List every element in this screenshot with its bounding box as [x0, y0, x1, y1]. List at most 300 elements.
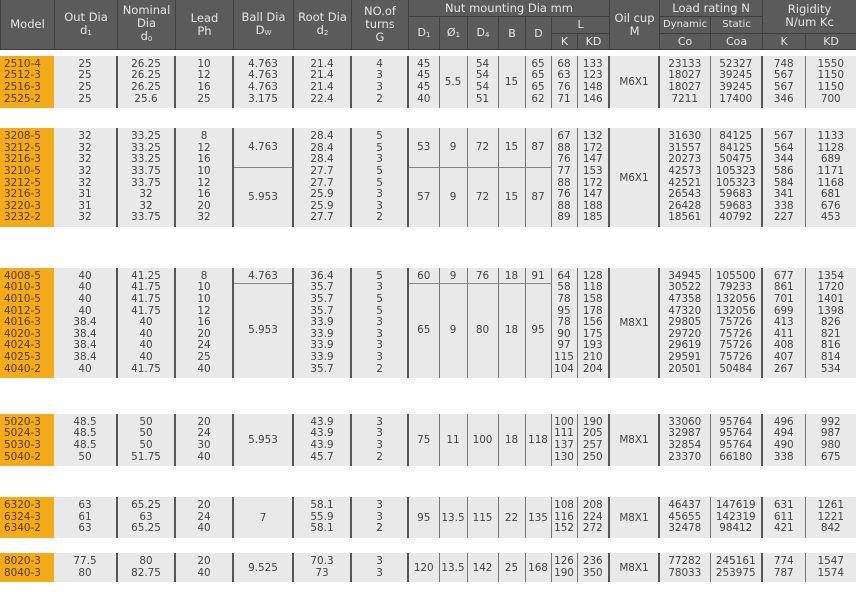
lead-list [176, 500, 232, 535]
header-turns: NO.of turns G [352, 0, 409, 50]
cell-value: 48.5 [73, 427, 97, 440]
table-cell [762, 56, 805, 108]
cell-value: 153 [582, 164, 603, 177]
nut-d1: 75 [408, 414, 439, 466]
rigidity-kd-list [806, 59, 856, 105]
cell-value: 3 [376, 327, 383, 340]
cell-value: 58.1 [310, 499, 334, 512]
cell-value: 132056 [715, 293, 756, 306]
cell-value: 188 [582, 199, 603, 212]
cell-value: 46437 [668, 499, 702, 512]
cell-value: 6324-3 [4, 510, 41, 523]
cell-value: 76 [557, 153, 571, 166]
cell-value: 76 [557, 188, 571, 201]
cell-value: 73 [315, 566, 329, 579]
cell-value: 17400 [719, 92, 753, 105]
header-d1: $D_1$ [409, 17, 440, 50]
table-cell [408, 128, 439, 227]
cell-value: 95764 [719, 439, 753, 451]
cell-value: 1168 [817, 176, 844, 189]
cell-value: 3210-5 [4, 164, 41, 177]
cell-value: 4012-5 [4, 304, 41, 317]
cell-value: 50484 [719, 362, 753, 375]
oil-cup: M8X1 [609, 553, 659, 582]
cell-value: 490 [773, 439, 794, 451]
table-cell [54, 128, 117, 227]
cell-value: 172 [582, 176, 603, 189]
cell-value: 12 [197, 176, 211, 189]
cell-value: 133 [582, 57, 603, 70]
header-l: L [552, 17, 610, 34]
cell-value: 611 [773, 510, 794, 523]
table-cell [439, 268, 467, 378]
cell-value: 4040-2 [4, 362, 41, 375]
cell-value: 24 [197, 427, 211, 440]
cell-value: 190 [554, 566, 574, 579]
cell-value: 23133 [668, 57, 702, 70]
nut-b: 15 [498, 56, 525, 108]
dynamic-co-list [660, 500, 710, 535]
cell-value: 700 [820, 92, 841, 105]
cell-value: 33.9 [310, 339, 334, 352]
header-coa: Coa [711, 33, 763, 50]
nominal-dia-list [118, 271, 174, 375]
out-dia-list [54, 271, 116, 375]
cell-value: 3216-3 [4, 188, 41, 201]
cell-value: 43.9 [310, 415, 334, 428]
cell-value: 842 [820, 522, 841, 535]
l-kd-list [578, 59, 609, 105]
table-cell [710, 128, 762, 227]
cell-value: 4.763 [248, 81, 278, 93]
model-list [4, 556, 54, 579]
cell-value: 82.75 [131, 566, 161, 579]
dynamic-co-list [660, 59, 710, 105]
header-l-kd: KD [578, 33, 610, 50]
cell-value: 3 [376, 566, 383, 579]
cell-value: 95 [557, 304, 571, 317]
table-cell [710, 56, 762, 108]
cell-value: 338 [773, 450, 794, 463]
cell-value: 47358 [668, 293, 702, 306]
cell-value: 95764 [719, 427, 753, 440]
header-rigidity: Rigidity N/um Kc [763, 0, 856, 33]
cell-value: 20 [197, 415, 211, 428]
nut-d4: 115 [467, 497, 498, 538]
table-cell [117, 56, 175, 108]
cell-value: 45.7 [310, 450, 334, 463]
nut-o1: 13.5 [439, 497, 467, 538]
cell-value: 42521 [668, 176, 702, 189]
cell-value: 40 [139, 350, 153, 363]
table-cell [762, 128, 805, 227]
cell-value: 4008-5 [4, 269, 41, 282]
table-cell [293, 414, 351, 466]
cell-value: 111 [554, 427, 574, 440]
spec-group [0, 268, 856, 378]
table-cell [351, 414, 408, 466]
cell-value: 40 [78, 281, 92, 294]
ball-dia-list [234, 59, 292, 105]
nut-d: 135 [525, 497, 551, 538]
cell-value: 54 [475, 81, 490, 93]
cell-value: 63 [557, 69, 571, 82]
table-cell [54, 268, 117, 378]
header-ball-dia: Ball Dia $D_W$ [234, 0, 294, 50]
cell-value: 6340-2 [4, 522, 41, 535]
cell-value: 584 [773, 176, 794, 189]
cell-value: 20 [197, 554, 211, 567]
nut-d-a: 87 [526, 129, 551, 168]
cell-value: 4024-3 [4, 339, 41, 352]
table-cell [577, 128, 609, 227]
table-cell [408, 268, 439, 378]
cell-value: 814 [820, 350, 841, 363]
out-dia-list [54, 417, 116, 463]
cell-value: 32 [78, 153, 92, 166]
cell-value: 3 [376, 81, 383, 93]
cell-value: 50 [139, 415, 153, 428]
static-coa-list [711, 59, 762, 105]
header-rigidity-kd: KD [806, 33, 856, 50]
cell-value: 59683 [719, 199, 753, 212]
l-k-list [552, 131, 577, 224]
cell-value: 75726 [719, 350, 753, 363]
ball-dia-b: 5.953 [248, 324, 278, 337]
cell-value: 1261 [817, 499, 844, 512]
table-cell [351, 553, 408, 582]
cell-value: 992 [820, 415, 841, 428]
cell-value: 5 [376, 164, 383, 177]
turns-list [352, 271, 407, 375]
cell-value: 24 [197, 339, 211, 352]
cell-value: 41.25 [131, 269, 161, 282]
cell-value: 35.7 [310, 304, 334, 317]
table-cell [351, 268, 408, 378]
nut-b: 25 [498, 553, 525, 582]
cell-value: 108 [554, 499, 574, 512]
cell-value: 2 [376, 362, 383, 375]
cell-value: 2510-4 [4, 57, 41, 70]
dynamic-co-list [660, 271, 710, 375]
cell-value: 1221 [817, 510, 844, 523]
cell-value: 32 [78, 141, 92, 154]
cell-value: 250 [582, 450, 603, 463]
nut-d: 118 [525, 414, 551, 466]
cell-value: 5 [376, 269, 383, 282]
cell-value: 116 [554, 510, 574, 523]
cell-value: 1547 [817, 554, 844, 567]
cell-value: 1401 [817, 293, 844, 306]
table-header [0, 0, 856, 50]
cell-value: 4025-3 [4, 350, 41, 363]
table-cell [710, 497, 762, 538]
cell-value: 3 [376, 415, 383, 428]
header-root-dia: Root Dia $d_2$ [294, 0, 352, 50]
cell-value: 681 [820, 188, 841, 201]
cell-value: 16 [197, 188, 211, 201]
cell-value: 210 [582, 350, 603, 363]
table-cell [54, 553, 117, 582]
cell-value: 30 [197, 439, 211, 451]
cell-value: 35.7 [310, 293, 334, 306]
cell-value: 421 [773, 522, 794, 535]
cell-value: 158 [582, 293, 603, 306]
cell-value: 3 [376, 339, 383, 352]
cell-value: 147 [582, 153, 603, 166]
cell-value: 407 [773, 350, 794, 363]
cell-value: 31 [78, 199, 92, 212]
cell-value: 18561 [668, 211, 702, 224]
cell-value: 32 [78, 211, 92, 224]
cell-value: 68 [557, 57, 571, 70]
cell-value: 2 [376, 522, 383, 535]
cell-value: 32478 [668, 522, 702, 535]
table-cell [577, 268, 609, 378]
table-cell [551, 553, 577, 582]
header-model: Model [1, 0, 55, 50]
cell-value: 748 [773, 57, 794, 70]
cell-value: 63 [139, 510, 153, 523]
cell-value: 5040-2 [4, 450, 41, 463]
cell-value: 33.25 [131, 141, 161, 154]
cell-value: 156 [582, 316, 603, 329]
cell-value: 2 [376, 211, 383, 224]
cell-value: 33.9 [310, 316, 334, 329]
cell-value: 204 [582, 362, 603, 375]
table-cell [408, 56, 439, 108]
oil-cup: M8X1 [609, 268, 659, 378]
cell-value: 90 [557, 327, 571, 340]
cell-value: 88 [557, 199, 571, 212]
cell-value: 29591 [668, 350, 702, 363]
cell-value: 32 [139, 199, 153, 212]
cell-value: 62 [531, 92, 545, 105]
cell-value: 253975 [715, 566, 756, 579]
cell-value: 32 [139, 188, 153, 201]
cell-value: 63 [78, 522, 92, 535]
cell-value: 26543 [668, 188, 702, 201]
cell-value: 148 [582, 81, 603, 93]
cell-value: 774 [773, 554, 794, 567]
cell-value: 39245 [719, 81, 753, 93]
cell-value: 65.25 [131, 499, 161, 512]
static-coa-list [711, 417, 762, 463]
l-kd-list [578, 271, 609, 375]
cell-value: 272 [582, 522, 603, 535]
l-k-list [552, 271, 577, 375]
table-cell [175, 56, 233, 108]
table-cell [117, 268, 175, 378]
cell-value: 675 [820, 450, 841, 463]
l-kd-list [578, 131, 609, 224]
cell-value: 28.4 [310, 141, 334, 154]
cell-value: 84125 [719, 130, 753, 143]
lead-list [176, 417, 232, 463]
cell-value: 79233 [719, 281, 753, 294]
cell-value: 48.5 [73, 415, 97, 428]
cell-value: 534 [820, 362, 841, 375]
header-oil-cup: Oil cup M [610, 0, 660, 50]
table-cell [117, 128, 175, 227]
l-k-list [552, 500, 577, 535]
model-cell [0, 553, 54, 582]
table-row [0, 128, 856, 227]
cell-value: 115 [554, 350, 574, 363]
table-cell [659, 414, 710, 466]
table-cell [805, 268, 856, 378]
cell-value: 80 [139, 554, 153, 567]
cell-value: 689 [820, 153, 841, 166]
table-cell [762, 268, 805, 378]
model-cell [0, 128, 54, 227]
rigidity-k-list [763, 417, 805, 463]
oil-cup: M8X1 [609, 414, 659, 466]
cell-value: 118 [582, 281, 603, 294]
cell-value: 77282 [668, 554, 702, 567]
cell-value: 31557 [668, 141, 702, 154]
cell-value: 40 [139, 327, 153, 340]
cell-value: 25.9 [310, 188, 334, 201]
cell-value: 32 [78, 130, 92, 143]
cell-value: 132 [582, 130, 603, 143]
cell-value: 64 [557, 269, 571, 282]
header-nut-mounting: Nut mounting Dia mm [409, 0, 610, 17]
cell-value: 4016-3 [4, 316, 41, 329]
header-lead: Lead Ph [176, 0, 234, 50]
table-cell [551, 268, 577, 378]
table-cell [762, 414, 805, 466]
table-cell [54, 56, 117, 108]
cell-value: 26.25 [131, 81, 161, 93]
table-cell [762, 553, 805, 582]
cell-value: 39245 [719, 69, 753, 82]
table-cell [498, 268, 525, 378]
cell-value: 413 [773, 316, 794, 329]
model-list [4, 271, 54, 375]
table-cell [710, 268, 762, 378]
cell-value: 3 [376, 199, 383, 212]
dynamic-co-list [660, 417, 710, 463]
cell-value: 45 [417, 69, 431, 82]
cell-value: 65 [531, 69, 545, 82]
cell-value: 128 [582, 269, 603, 282]
cell-value: 105323 [715, 164, 756, 177]
cell-value: 88 [557, 141, 571, 154]
table-cell [117, 497, 175, 538]
cell-value: 77.5 [73, 554, 97, 567]
root-dia-list [294, 271, 350, 375]
cell-value: 126 [554, 554, 574, 567]
cell-value: 2 [376, 92, 383, 105]
root-dia-list [294, 556, 350, 579]
cell-value: 31630 [668, 130, 702, 143]
table-cell [293, 128, 351, 227]
cell-value: 3 [376, 510, 383, 523]
cell-value: 21.4 [310, 69, 334, 82]
cell-value: 494 [773, 427, 794, 440]
model-cell [0, 497, 54, 538]
cell-value: 1720 [817, 281, 844, 294]
cell-value: 130 [554, 450, 574, 463]
cell-value: 4 [376, 57, 383, 70]
cell-value: 245161 [715, 554, 756, 567]
table-cell [525, 268, 551, 378]
rigidity-kd-list [806, 131, 856, 224]
cell-value: 25 [78, 69, 92, 82]
cell-value: 58.1 [310, 522, 334, 535]
cell-value: 567 [773, 69, 794, 82]
cell-value: 564 [773, 141, 794, 154]
cell-value: 35.7 [310, 362, 334, 375]
table-cell [117, 414, 175, 466]
ball-dia-a: 4.763 [234, 129, 292, 168]
cell-value: 586 [773, 164, 794, 177]
cell-value: 147 [582, 188, 603, 201]
cell-value: 12 [197, 141, 211, 154]
table-row [0, 497, 856, 538]
out-dia-list [54, 131, 116, 224]
cell-value: 36.4 [310, 269, 334, 282]
cell-value: 5024-3 [4, 427, 41, 440]
cell-value: 24 [197, 510, 211, 523]
cell-value: 25.6 [134, 92, 158, 105]
table-cell [351, 497, 408, 538]
oil-cup: M6X1 [609, 56, 659, 108]
nut-d-b: 87 [531, 190, 545, 203]
cell-value: 2512-3 [4, 69, 41, 82]
cell-value: 63 [78, 499, 92, 512]
cell-value: 33.9 [310, 350, 334, 363]
table-cell [117, 553, 175, 582]
table-cell [710, 553, 762, 582]
cell-value: 1550 [817, 57, 844, 70]
cell-value: 1128 [817, 141, 844, 154]
rigidity-kd-list [806, 417, 856, 463]
cell-value: 47320 [668, 304, 702, 317]
table-cell [233, 56, 293, 108]
nut-d4-b: 80 [475, 324, 490, 337]
table-cell [805, 414, 856, 466]
cell-value: 701 [773, 293, 794, 306]
cell-value: 787 [773, 566, 794, 579]
header-co: Co [660, 33, 711, 50]
cell-value: 38.4 [73, 350, 97, 363]
nut-d1-b: 57 [417, 190, 431, 203]
cell-value: 3212-5 [4, 141, 41, 154]
cell-value: 50475 [719, 153, 753, 166]
nut-d1-a: 60 [409, 269, 439, 285]
cell-value: 257 [582, 439, 603, 451]
table-cell [175, 497, 233, 538]
cell-value: 175 [582, 327, 603, 340]
cell-value: 980 [820, 439, 841, 451]
root-dia-list [294, 500, 350, 535]
cell-value: 31 [78, 188, 92, 201]
cell-value: 105323 [715, 176, 756, 189]
nut-d4: 142 [467, 553, 498, 582]
cell-value: 27.7 [310, 164, 334, 177]
cell-value: 20 [197, 199, 211, 212]
rigidity-k-list [763, 59, 805, 105]
cell-value: 41.75 [131, 293, 161, 306]
cell-value: 4010-5 [4, 293, 41, 306]
nut-d4-list [468, 59, 498, 105]
nut-b-b: 18 [504, 324, 519, 337]
nut-o1: 11 [439, 414, 467, 466]
cell-value: 344 [773, 153, 794, 166]
cell-value: 40 [78, 362, 92, 375]
